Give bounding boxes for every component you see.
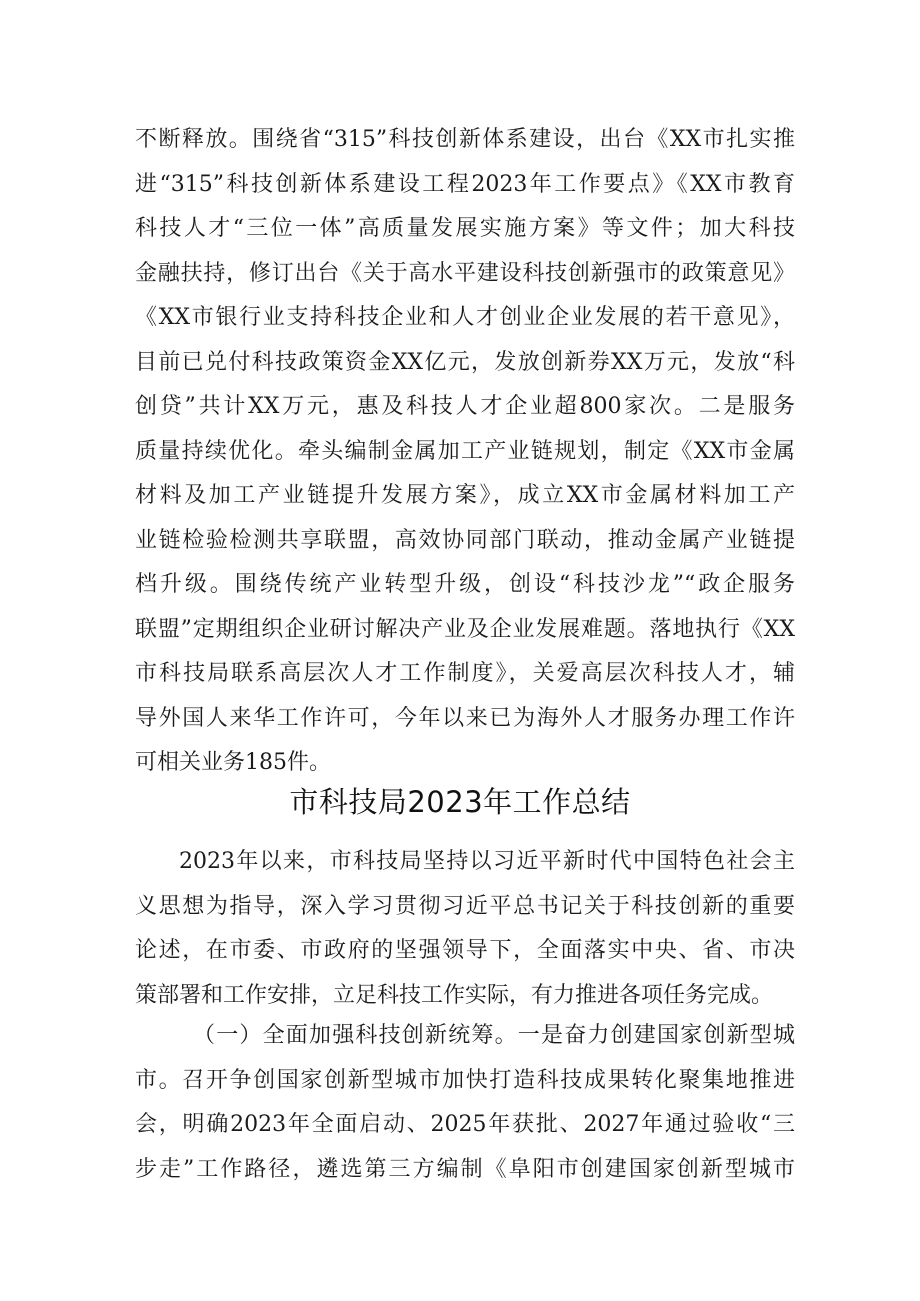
text-line: 进“315”科技创新体系建设工程2023年工作要点》《XX市教育	[135, 171, 795, 197]
text-line: 会，明确2023年全面启动、2025年获批、2027年通过验收“三	[135, 1112, 795, 1137]
text-line: 步走”工作路径，遴选第三方编制《阜阳市创建国家创新型城市	[135, 1156, 795, 1182]
text-line: 目前已兑付科技政策资金XX亿元，发放创新券XX万元，发放“科	[135, 349, 795, 375]
text-line: 义思想为指导，深入学习贯彻习近平总书记关于科技创新的重要	[135, 893, 795, 919]
text-line: 业链检验检测共享联盟，高效协同部门联动，推动金属产业链提	[135, 527, 795, 553]
paragraph-introduction	[135, 840, 795, 1018]
text-line: 市科技局联系高层次人才工作制度》，关爱高层次科技人才，辅	[135, 661, 795, 686]
text-line: 《XX市银行业支持科技企业和人才创业企业发展的若干意见》，	[135, 305, 795, 330]
text-line: 2023年以来，市科技局坚持以习近平新时代中国特色社会主	[179, 849, 795, 874]
text-line: 金融扶持，修订出台《关于高水平建设科技创新强市的政策意见》	[135, 260, 795, 286]
text-line: 策部署和工作安排，立足科技工作实际，有力推进各项任务完成。	[135, 982, 774, 1008]
text-line: 档升级。围绕传统产业转型升级，创设“科技沙龙”“政企服务	[135, 572, 795, 597]
text-line: 论述，在市委、市政府的坚强领导下，全面落实中央、省、市决	[135, 938, 795, 963]
text-line: 质量持续优化。牵头编制金属加工产业链规划，制定《XX市金属	[135, 438, 795, 464]
paragraph-section-one	[135, 1014, 795, 1192]
text-line: （一）全面加强科技创新统筹。一是奋力创建国家创新型城	[193, 1023, 795, 1048]
paragraph-policy-support	[135, 118, 795, 786]
text-line: 联盟”定期组织企业研讨解决产业及企业发展难题。落地执行《XX	[135, 616, 795, 642]
text-line: 创贷”共计XX万元，惠及科技人才企业超800家次。二是服务	[135, 394, 795, 419]
text-line: 导外国人来华工作许可，今年以来已为海外人才服务办理工作许	[135, 705, 795, 731]
document-title: 市科技局2023年工作总结	[289, 785, 631, 819]
text-line: 不断释放。围绕省“315”科技创新体系建设，出台《XX市扎实推	[135, 127, 795, 152]
text-line: 科技人才“三位一体”高质量发展实施方案》等文件；加大科技	[135, 216, 795, 241]
text-line: 材料及加工产业链提升发展方案》，成立XX市金属材料加工产	[135, 483, 795, 508]
text-line: 可相关业务185件。	[135, 750, 331, 775]
text-line: 市。召开争创国家创新型城市加快打造科技成果转化聚集地推进	[135, 1067, 795, 1093]
